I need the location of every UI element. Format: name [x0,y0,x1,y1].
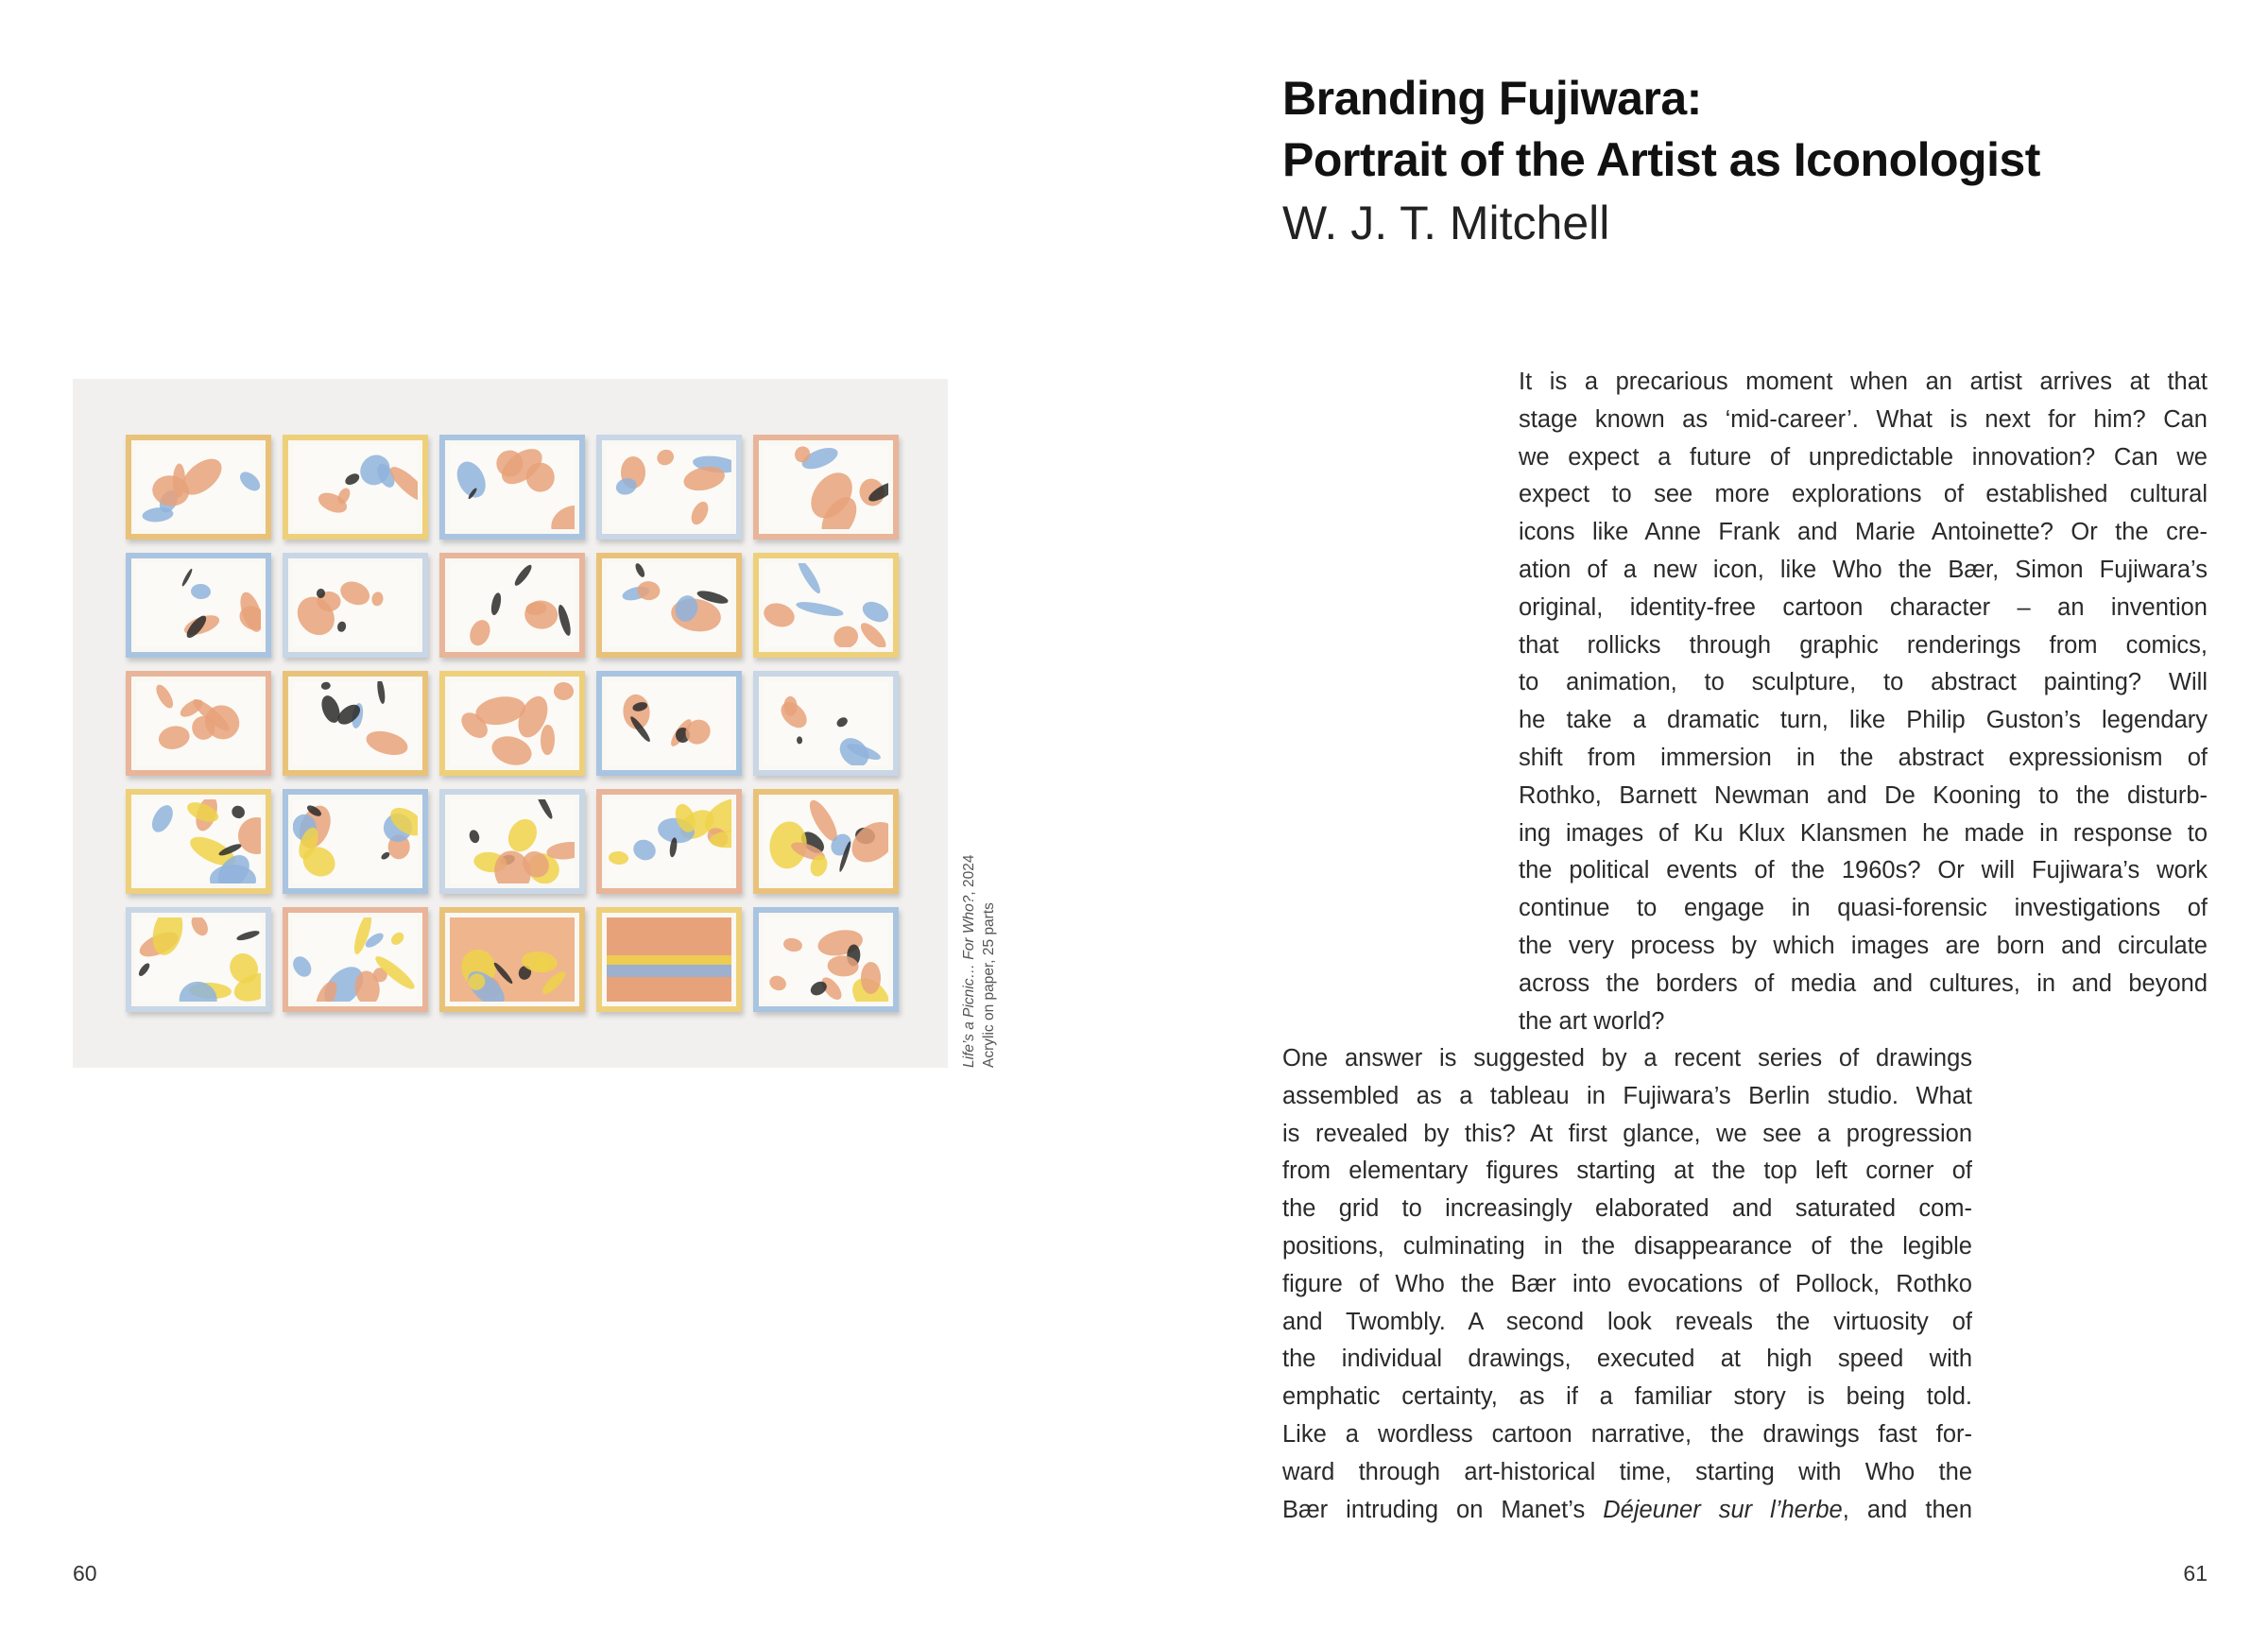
text-line: stage known as ‘mid-career’. What is next for him? Can [1519,405,2208,433]
text-line: continue to engage in quasi-forensic investigations of [1519,895,2208,922]
paint-mark [796,599,845,618]
paint-mark [388,931,406,948]
text-line: icons like Anne Frank and Marie Antoinette? Or the cre- [1519,519,2208,546]
drawing [450,445,575,529]
paint-mark [293,953,315,980]
paint-mark [633,563,646,578]
paint-mark [137,961,151,977]
artwork-panel [283,789,428,894]
text-segment: , and then [1842,1496,1973,1523]
artwork-panel [596,671,742,776]
paint-mark [766,973,788,993]
artwork-panel [126,907,271,1012]
text-line: across the borders of media and cultures, in and beyond [1519,969,2208,997]
drawing [136,917,261,1002]
drawing [764,917,888,1002]
paint-mark [191,583,212,599]
body-paragraph-1 [1519,364,2208,1040]
drawing [764,563,888,647]
page-number-left: 60 [73,1561,97,1586]
drawing [450,799,575,883]
artwork-panel [753,789,899,894]
paint-mark [336,577,373,609]
paint-mark [556,604,573,638]
drawing [450,681,575,765]
artwork-panel [439,671,585,776]
drawing [136,799,261,883]
text-line: and Twombly. A second look reveals the virtuosity of [1282,1308,1972,1335]
artwork-panel [126,435,271,540]
paint-mark [466,618,493,647]
text-line: shift from immersion in the abstract expressionism of [1519,744,2208,771]
paint-mark [545,499,575,529]
paint-mark [152,682,176,712]
artwork-panel [439,789,585,894]
artwork-panel [439,435,585,540]
drawing [764,681,888,765]
drawing [764,799,888,883]
paint-mark [490,592,503,616]
paint-mark [654,447,677,469]
artwork-panel [596,907,742,1012]
text-line: the political events of the 1960s? Or will Fujiwara’s work [1519,857,2208,884]
paint-mark [176,977,221,1002]
drawing [136,445,261,529]
artwork-panel [596,789,742,894]
text-line: the very process by which images are born and circulate [1519,932,2208,959]
image-caption [959,855,999,1068]
paint-mark [148,801,178,835]
text-line [1282,1492,1972,1530]
paint-mark [860,597,888,626]
drawing [293,799,418,883]
paint-mark [534,799,555,820]
drawing [136,681,261,765]
text-line: he take a dramatic turn, like Philip Guston’s legendary [1519,707,2208,734]
text-line: to animation, to sculpture, to abstract painting? Will [1519,669,2208,696]
text-line: that rollicks through graphic renderings from comics, [1519,631,2208,659]
text-line: ation of a new icon, like Who the Bær, Simon Fujiwara’s [1519,556,2208,583]
drawing [607,563,731,647]
artwork-title-italic: Déjeuner sur l’herbe [1603,1496,1843,1523]
text-line: the grid to increasingly elaborated and saturated com- [1282,1195,1972,1223]
text-segment: Bær intruding on Manet’s [1282,1496,1604,1523]
artwork-panel [596,435,742,540]
drawing [607,917,731,1002]
artwork-panel [439,553,585,658]
text-line: expect to see more explorations of established cultural [1519,481,2208,508]
drawing [136,563,261,647]
paint-mark [795,563,824,595]
paint-mark [180,568,193,588]
paint-mark [857,620,888,647]
caption-year: , 2024 [961,854,977,896]
text-line: emphatic certainty, as if a familiar story is being told. [1282,1383,1972,1411]
text-line: It is a precarious moment when an artist arrives at that [1519,369,2208,395]
artwork-panel [126,671,271,776]
paint-mark [524,599,558,629]
paint-mark [827,955,859,978]
drawing [293,445,418,529]
drawing [607,681,731,765]
paint-mark [364,727,411,759]
artwork-image [73,379,948,1068]
title-line-1: Branding Fujiwara: [1282,72,1702,125]
drawing [293,917,418,1002]
paint-mark [237,469,261,495]
artwork-panel [596,553,742,658]
drawing [607,799,731,883]
paint-mark [370,591,384,607]
article-author: W. J. T. Mitchell [1282,197,1610,249]
paint-mark [189,917,212,938]
drawing [450,563,575,647]
text-line: figure of Who the Bær into evocations of Pollock, Rothko [1282,1270,1972,1297]
paint-mark [156,723,192,752]
drawing [293,563,418,647]
paint-mark [141,506,174,523]
artwork-panel [126,553,271,658]
paint-mark [782,936,804,952]
text-line: Rothko, Barnett Newman and De Kooning to the disturb- [1519,781,2208,809]
caption-title: Life’s a Picnic… For Who? [961,895,977,1068]
artwork-panel [753,553,899,658]
paint-mark [336,621,347,633]
article-title [1282,68,2040,191]
paint-mark [630,836,660,864]
artwork-panel [283,435,428,540]
text-line: original, identity-free cartoon character – an invention [1519,593,2208,621]
paint-mark [513,563,535,588]
text-line: we expect a future of unpredictable innovation? Can we [1519,443,2208,471]
paint-mark [376,681,387,704]
artwork-panel [753,907,899,1012]
paint-mark [540,725,554,756]
artwork-panel [283,907,428,1012]
drawing [607,445,731,529]
page-number-right: 61 [2183,1561,2208,1586]
artwork-panel [283,671,428,776]
drawing [764,445,888,529]
paint-mark [553,681,575,700]
artwork-panel [753,671,899,776]
text-line: from elementary figures starting at the top left corner of [1282,1157,1972,1185]
text-line: the individual drawings, executed at high speed with [1282,1346,1972,1373]
body-paragraph-2 [1282,1040,1972,1529]
paint-mark [235,814,261,857]
text-line: assembled as a tableau in Fujiwara’s Berlin studio. What [1282,1082,1972,1109]
paint-mark [835,715,850,729]
paint-mark [321,681,332,690]
paint-mark [688,499,712,527]
text-line: Like a wordless cartoon narrative, the drawings fast for- [1282,1420,1972,1448]
paint-mark [468,829,481,844]
drawing [450,917,575,1002]
text-line: positions, culminating in the disappearance of the legible [1282,1232,1972,1260]
title-line-2: Portrait of the Artist as Iconologist [1282,133,2040,186]
artwork-panel [753,435,899,540]
text-line: ward through art-historical time, starting with Who the [1282,1458,1972,1485]
paint-mark [230,803,248,821]
artwork-grid [126,435,899,1012]
text-line: One answer is suggested by a recent series of drawings [1282,1045,1972,1072]
artwork-panel [283,553,428,658]
paint-mark [608,851,628,866]
paint-mark [796,736,801,745]
text-line: ing images of Ku Klux Klansmen he made in response to [1519,819,2208,847]
drawing [293,681,418,765]
paint-mark [860,961,881,993]
paint-mark [830,623,861,647]
paint-mark [343,472,361,487]
paint-mark [236,930,261,942]
text-line: is revealed by this? At first glance, we see a progression [1282,1120,1972,1147]
caption-medium: Acrylic on paper, 25 parts [981,902,997,1068]
caption-title-line [959,855,979,1068]
paint-mark [764,600,799,631]
paint-mark [540,969,569,997]
artwork-panel [126,789,271,894]
text-line: the art world? [1519,1007,1665,1035]
artwork-panel [439,907,585,1012]
